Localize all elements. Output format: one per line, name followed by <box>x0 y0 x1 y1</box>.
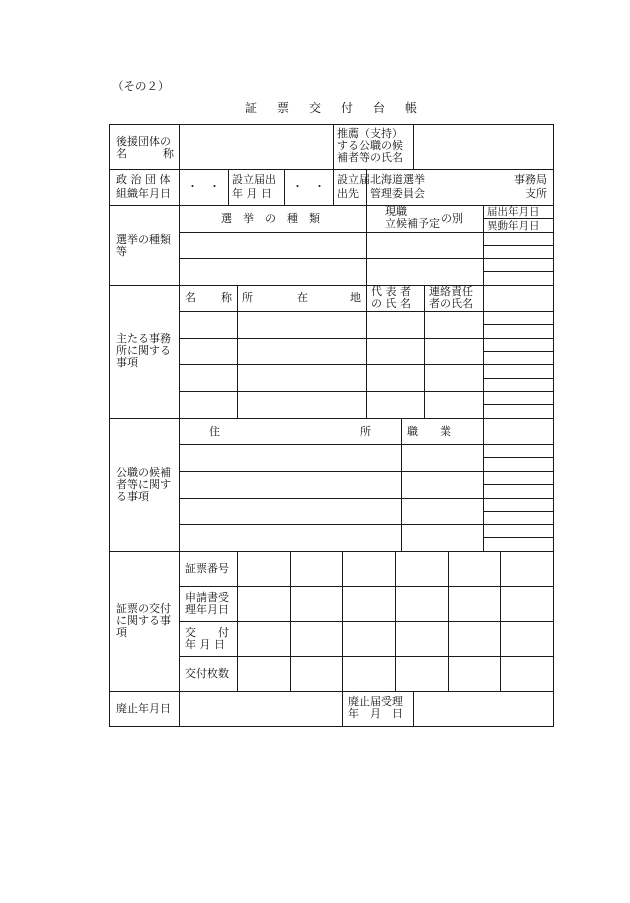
recommend-label: する公職の候 <box>337 139 403 152</box>
col-contact: 連絡責任 <box>429 285 473 298</box>
col-current: の別 <box>441 212 463 225</box>
title-char: 台 <box>373 101 386 115</box>
col-change-date: 異動年月日 <box>487 220 540 232</box>
title-char: 帳 <box>405 101 418 115</box>
group-name-label: 称 <box>163 147 174 160</box>
ticket-label: 証票の交付 <box>116 602 171 615</box>
ticket-label: に関する事 <box>116 614 171 627</box>
col-current: 現職 <box>385 205 407 218</box>
ticket-label: 項 <box>116 626 127 639</box>
shisho-label: 支所 <box>525 187 547 200</box>
abolish-receipt-label: 廃止届受理 <box>348 695 403 708</box>
col-current: 立候補予定 <box>385 217 440 230</box>
col-representative: 代 表 者 <box>371 285 411 298</box>
politics-org-label: 政 治 団 体 <box>116 173 171 186</box>
candidate-label: 者等に関す <box>116 478 171 491</box>
candidate-label: る事項 <box>116 490 149 503</box>
office-label: 所に関する <box>116 344 171 357</box>
election-label: 等 <box>116 245 127 258</box>
election-label: 選挙の種類 <box>116 233 171 246</box>
politics-org-label: 組織年月日 <box>116 187 171 200</box>
col-address: 所 <box>360 425 371 438</box>
office-label: 主たる事務 <box>116 332 171 345</box>
recommend-label: 補者等の氏名 <box>337 151 403 164</box>
row-apply-date: 申請書受 <box>185 591 229 604</box>
row-issue-date: 年 月 日 <box>185 638 225 651</box>
kanri-label: 管理委員会 <box>370 187 425 200</box>
col-address: 住 <box>209 425 220 438</box>
group-name-label: 後援団体の <box>116 135 171 148</box>
col-representative: の 氏 名 <box>371 297 411 310</box>
submit-to-label: 設立届 <box>337 173 370 186</box>
title-char: 付 <box>341 101 354 115</box>
col-name: 名 <box>185 291 196 304</box>
hokkaido-label: 北海道選挙 <box>370 173 425 186</box>
setup-date-label: 設立届出 <box>232 173 276 186</box>
title-char: 証 <box>245 101 258 115</box>
row-issue-count: 交付枚数 <box>185 667 229 680</box>
page-number: （その２） <box>112 79 170 93</box>
submit-to-label: 出先 <box>337 187 359 200</box>
title-char: 票 <box>277 101 290 115</box>
abolish-date-label: 廃止年月日 <box>116 702 171 715</box>
setup-date-label: 年 月 日 <box>232 187 272 200</box>
col-election-type: 選 挙 の 種 類 <box>221 212 320 225</box>
abolish-receipt-label: 年 月 日 <box>348 707 403 720</box>
row-ticket-number: 証票番号 <box>185 562 229 575</box>
row-apply-date: 理年月日 <box>185 603 229 616</box>
jimukyoku-label: 事務局 <box>514 173 547 186</box>
col-contact: 者の氏名 <box>429 297 473 310</box>
row-issue-date: 交 付 <box>185 626 229 639</box>
group-name-label: 名 <box>116 147 127 160</box>
candidate-label: 公職の候補 <box>116 466 171 479</box>
col-location: 地 <box>350 291 361 304</box>
col-location: 所 <box>242 291 253 304</box>
date-dots: ・ ・ <box>292 180 325 193</box>
title-char: 交 <box>309 101 322 115</box>
recommend-label: 推薦（支持） <box>337 127 403 140</box>
col-filed-date: 届出年月日 <box>487 206 540 218</box>
date-dots: ・ ・ <box>187 180 220 193</box>
office-label: 事項 <box>116 356 138 369</box>
col-name: 称 <box>221 291 232 304</box>
col-location: 在 <box>297 291 308 304</box>
col-occupation: 職 業 <box>407 425 451 438</box>
